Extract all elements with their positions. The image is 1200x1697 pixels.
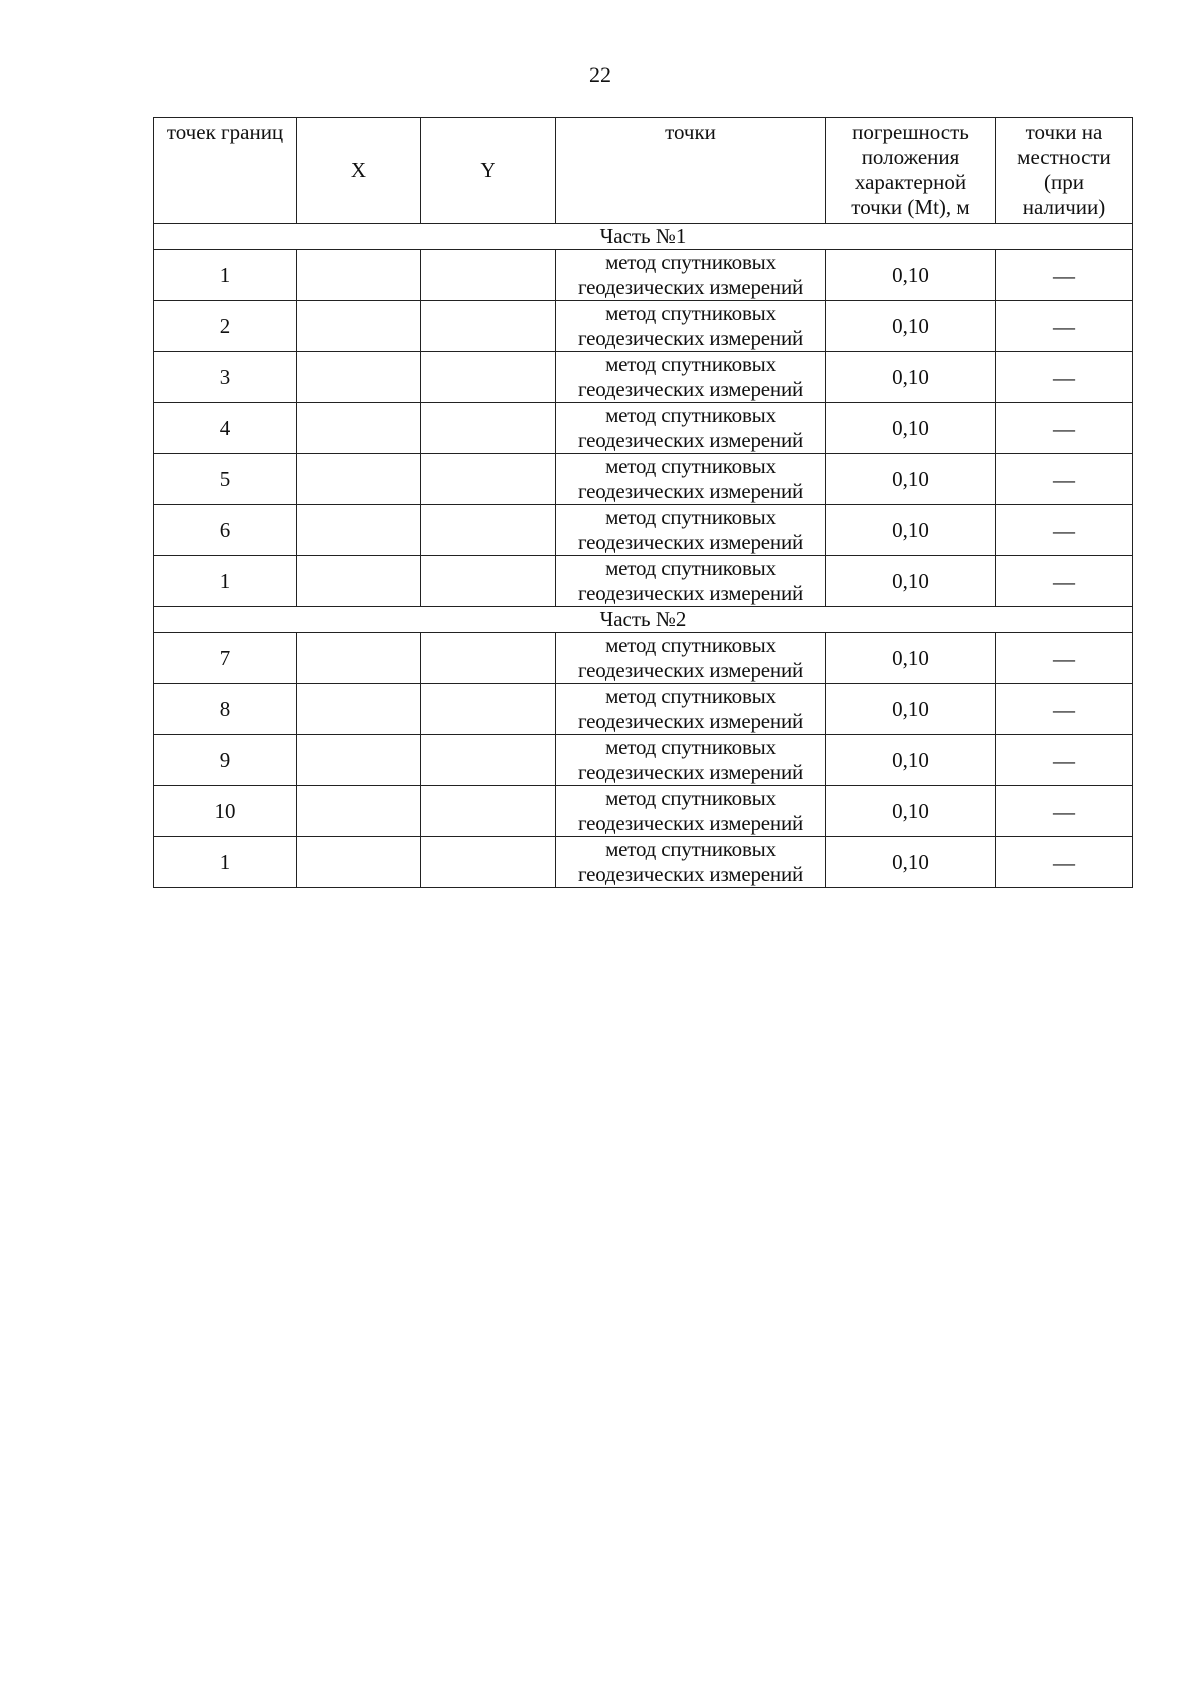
table-row bbox=[154, 556, 1133, 607]
method-line: метод спутниковых bbox=[605, 505, 776, 529]
method-line: метод спутниковых bbox=[605, 454, 776, 478]
cell-accuracy: 0,10 bbox=[826, 352, 996, 403]
method-line: геодезических измерений bbox=[577, 428, 804, 452]
cell-x bbox=[297, 684, 421, 735]
cell-description: — bbox=[996, 633, 1133, 684]
cell-accuracy: 0,10 bbox=[826, 301, 996, 352]
method-line: геодезических измерений bbox=[577, 326, 804, 350]
cell-accuracy: 0,10 bbox=[826, 786, 996, 837]
cell-point-number: 8 bbox=[154, 684, 297, 735]
cell-x bbox=[297, 505, 421, 556]
header-accuracy bbox=[826, 118, 996, 224]
method-line: метод спутниковых bbox=[605, 301, 776, 325]
table-row bbox=[154, 633, 1133, 684]
table-row bbox=[154, 684, 1133, 735]
cell-method bbox=[556, 735, 826, 786]
cell-method bbox=[556, 505, 826, 556]
section-title: Часть №1 bbox=[154, 224, 1133, 250]
cell-accuracy: 0,10 bbox=[826, 454, 996, 505]
table-row bbox=[154, 403, 1133, 454]
method-line: геодезических измерений bbox=[577, 275, 804, 299]
cell-point-number: 1 bbox=[154, 837, 297, 888]
cell-method bbox=[556, 684, 826, 735]
table-body bbox=[154, 118, 1133, 888]
cell-description: — bbox=[996, 301, 1133, 352]
table-row bbox=[154, 454, 1133, 505]
cell-description: — bbox=[996, 403, 1133, 454]
method-line: геодезических измерений bbox=[577, 581, 804, 605]
cell-description: — bbox=[996, 556, 1133, 607]
cell-x bbox=[297, 250, 421, 301]
coordinates-table bbox=[153, 117, 1133, 888]
cell-x bbox=[297, 556, 421, 607]
cell-y bbox=[421, 786, 556, 837]
table-row bbox=[154, 250, 1133, 301]
header-x: X bbox=[297, 118, 421, 224]
method-line: метод спутниковых bbox=[605, 403, 776, 427]
header-description bbox=[996, 118, 1133, 224]
header-accuracy-line: характерной bbox=[854, 170, 967, 194]
cell-y bbox=[421, 633, 556, 684]
method-line: метод спутниковых bbox=[605, 684, 776, 708]
cell-method bbox=[556, 403, 826, 454]
section-row bbox=[154, 224, 1133, 250]
cell-x bbox=[297, 735, 421, 786]
method-line: метод спутниковых bbox=[605, 786, 776, 810]
method-line: метод спутниковых bbox=[605, 352, 776, 376]
cell-accuracy: 0,10 bbox=[826, 505, 996, 556]
header-description-line: местности bbox=[1017, 145, 1111, 169]
cell-accuracy: 0,10 bbox=[826, 684, 996, 735]
table-row bbox=[154, 735, 1133, 786]
cell-x bbox=[297, 786, 421, 837]
method-line: геодезических измерений bbox=[577, 479, 804, 503]
cell-description: — bbox=[996, 505, 1133, 556]
method-line: геодезических измерений bbox=[577, 760, 804, 784]
cell-accuracy: 0,10 bbox=[826, 837, 996, 888]
header-accuracy-line: погрешность bbox=[852, 120, 969, 144]
header-point-number: точек границ bbox=[154, 118, 297, 224]
cell-method bbox=[556, 352, 826, 403]
cell-method bbox=[556, 556, 826, 607]
table-row bbox=[154, 505, 1133, 556]
header-accuracy-line: точки (Mt), м bbox=[851, 195, 970, 219]
method-line: геодезических измерений bbox=[577, 658, 804, 682]
header-method: точки bbox=[556, 118, 826, 224]
cell-point-number: 10 bbox=[154, 786, 297, 837]
cell-accuracy: 0,10 bbox=[826, 735, 996, 786]
method-line: геодезических измерений bbox=[577, 862, 804, 886]
cell-point-number: 4 bbox=[154, 403, 297, 454]
cell-point-number: 1 bbox=[154, 250, 297, 301]
cell-description: — bbox=[996, 250, 1133, 301]
method-line: метод спутниковых bbox=[605, 250, 776, 274]
method-line: геодезических измерений bbox=[577, 530, 804, 554]
method-line: геодезических измерений bbox=[577, 811, 804, 835]
cell-point-number: 2 bbox=[154, 301, 297, 352]
cell-accuracy: 0,10 bbox=[826, 250, 996, 301]
cell-y bbox=[421, 735, 556, 786]
section-row bbox=[154, 607, 1133, 633]
cell-point-number: 6 bbox=[154, 505, 297, 556]
method-line: метод спутниковых bbox=[605, 633, 776, 657]
cell-point-number: 7 bbox=[154, 633, 297, 684]
cell-method bbox=[556, 301, 826, 352]
cell-y bbox=[421, 352, 556, 403]
cell-x bbox=[297, 352, 421, 403]
cell-point-number: 9 bbox=[154, 735, 297, 786]
cell-accuracy: 0,10 bbox=[826, 556, 996, 607]
cell-method bbox=[556, 786, 826, 837]
cell-x bbox=[297, 633, 421, 684]
cell-description: — bbox=[996, 352, 1133, 403]
table-row bbox=[154, 837, 1133, 888]
cell-y bbox=[421, 454, 556, 505]
cell-y bbox=[421, 403, 556, 454]
table-row bbox=[154, 352, 1133, 403]
cell-y bbox=[421, 505, 556, 556]
cell-y bbox=[421, 837, 556, 888]
table-row bbox=[154, 301, 1133, 352]
method-line: метод спутниковых bbox=[605, 837, 776, 861]
cell-y bbox=[421, 301, 556, 352]
cell-x bbox=[297, 301, 421, 352]
cell-x bbox=[297, 837, 421, 888]
page-number: 22 bbox=[589, 62, 611, 87]
cell-description: — bbox=[996, 735, 1133, 786]
cell-description: — bbox=[996, 684, 1133, 735]
header-description-line: наличии) bbox=[1022, 195, 1106, 219]
header-description-line: точки на bbox=[1025, 120, 1103, 144]
cell-method bbox=[556, 633, 826, 684]
header-accuracy-line: положения bbox=[861, 145, 960, 169]
cell-point-number: 5 bbox=[154, 454, 297, 505]
header-y: Y bbox=[421, 118, 556, 224]
cell-y bbox=[421, 250, 556, 301]
cell-y bbox=[421, 684, 556, 735]
cell-description: — bbox=[996, 837, 1133, 888]
cell-method bbox=[556, 250, 826, 301]
cell-x bbox=[297, 403, 421, 454]
cell-y bbox=[421, 556, 556, 607]
cell-accuracy: 0,10 bbox=[826, 403, 996, 454]
table-header-row bbox=[154, 118, 1133, 224]
cell-description: — bbox=[996, 454, 1133, 505]
cell-method bbox=[556, 837, 826, 888]
cell-point-number: 3 bbox=[154, 352, 297, 403]
method-line: метод спутниковых bbox=[605, 556, 776, 580]
section-title: Часть №2 bbox=[154, 607, 1133, 633]
method-line: геодезических измерений bbox=[577, 709, 804, 733]
table-row bbox=[154, 786, 1133, 837]
cell-accuracy: 0,10 bbox=[826, 633, 996, 684]
cell-description: — bbox=[996, 786, 1133, 837]
method-line: метод спутниковых bbox=[605, 735, 776, 759]
cell-method bbox=[556, 454, 826, 505]
cell-point-number: 1 bbox=[154, 556, 297, 607]
header-description-line: (при bbox=[1044, 170, 1084, 194]
cell-x bbox=[297, 454, 421, 505]
method-line: геодезических измерений bbox=[577, 377, 804, 401]
